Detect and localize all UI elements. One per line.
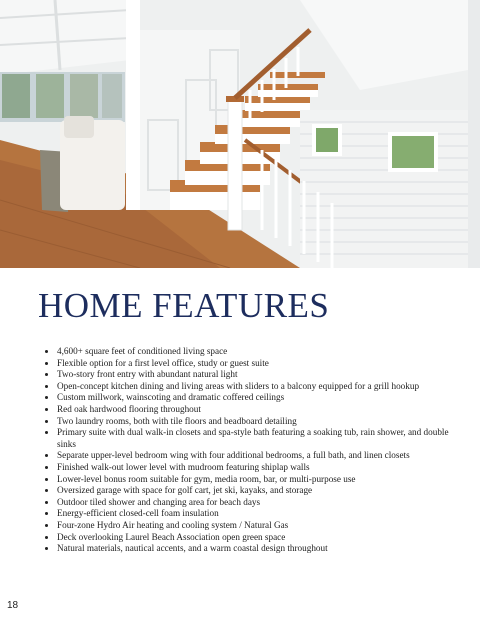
list-item: • Flexible option for a first level office, study or guest suite bbox=[57, 358, 452, 370]
list-item: • Open-concept kitchen dining and living areas with sliders to a balcony equipped for a grill hookup bbox=[57, 381, 452, 393]
list-item: • Red oak hardwood flooring throughout bbox=[57, 404, 452, 416]
list-item: • Separate upper-level bedroom wing with four additional bedrooms, a full bath, and linen closets bbox=[57, 450, 452, 462]
list-item: • 4,600+ square feet of conditioned living space bbox=[57, 346, 452, 358]
list-item: • Custom millwork, wainscoting and dramatic coffered ceilings bbox=[57, 392, 452, 404]
list-item: • Primary suite with dual walk-in closets and spa-style bath featuring a soaking tub, rain shower, and double sinks bbox=[57, 427, 452, 450]
list-item: • Outdoor tiled shower and changing area for beach days bbox=[57, 497, 452, 509]
staircase-photo bbox=[0, 0, 480, 268]
list-item: • Natural materials, nautical accents, and a warm coastal design throughout bbox=[57, 543, 452, 555]
list-item: • Energy-efficient closed-cell foam insulation bbox=[57, 508, 452, 520]
page-number: 18 bbox=[7, 600, 19, 611]
features-list bbox=[40, 346, 452, 555]
page-title: HOME FEATURES bbox=[38, 286, 330, 325]
list-item: • Finished walk-out lower level with mudroom featuring shiplap walls bbox=[57, 462, 452, 474]
list-item: • Deck overlooking Laurel Beach Association open green space bbox=[57, 532, 452, 544]
list-item: • Two-story front entry with abundant natural light bbox=[57, 369, 452, 381]
list-item: • Two laundry rooms, both with tile floors and beadboard detailing bbox=[57, 416, 452, 428]
list-item: • Lower-level bonus room suitable for gym, media room, bar, or multi-purpose use bbox=[57, 474, 452, 486]
list-item: • Oversized garage with space for golf cart, jet ski, kayaks, and storage bbox=[57, 485, 452, 497]
list-item: • Four-zone Hydro Air heating and cooling system / Natural Gas bbox=[57, 520, 452, 532]
